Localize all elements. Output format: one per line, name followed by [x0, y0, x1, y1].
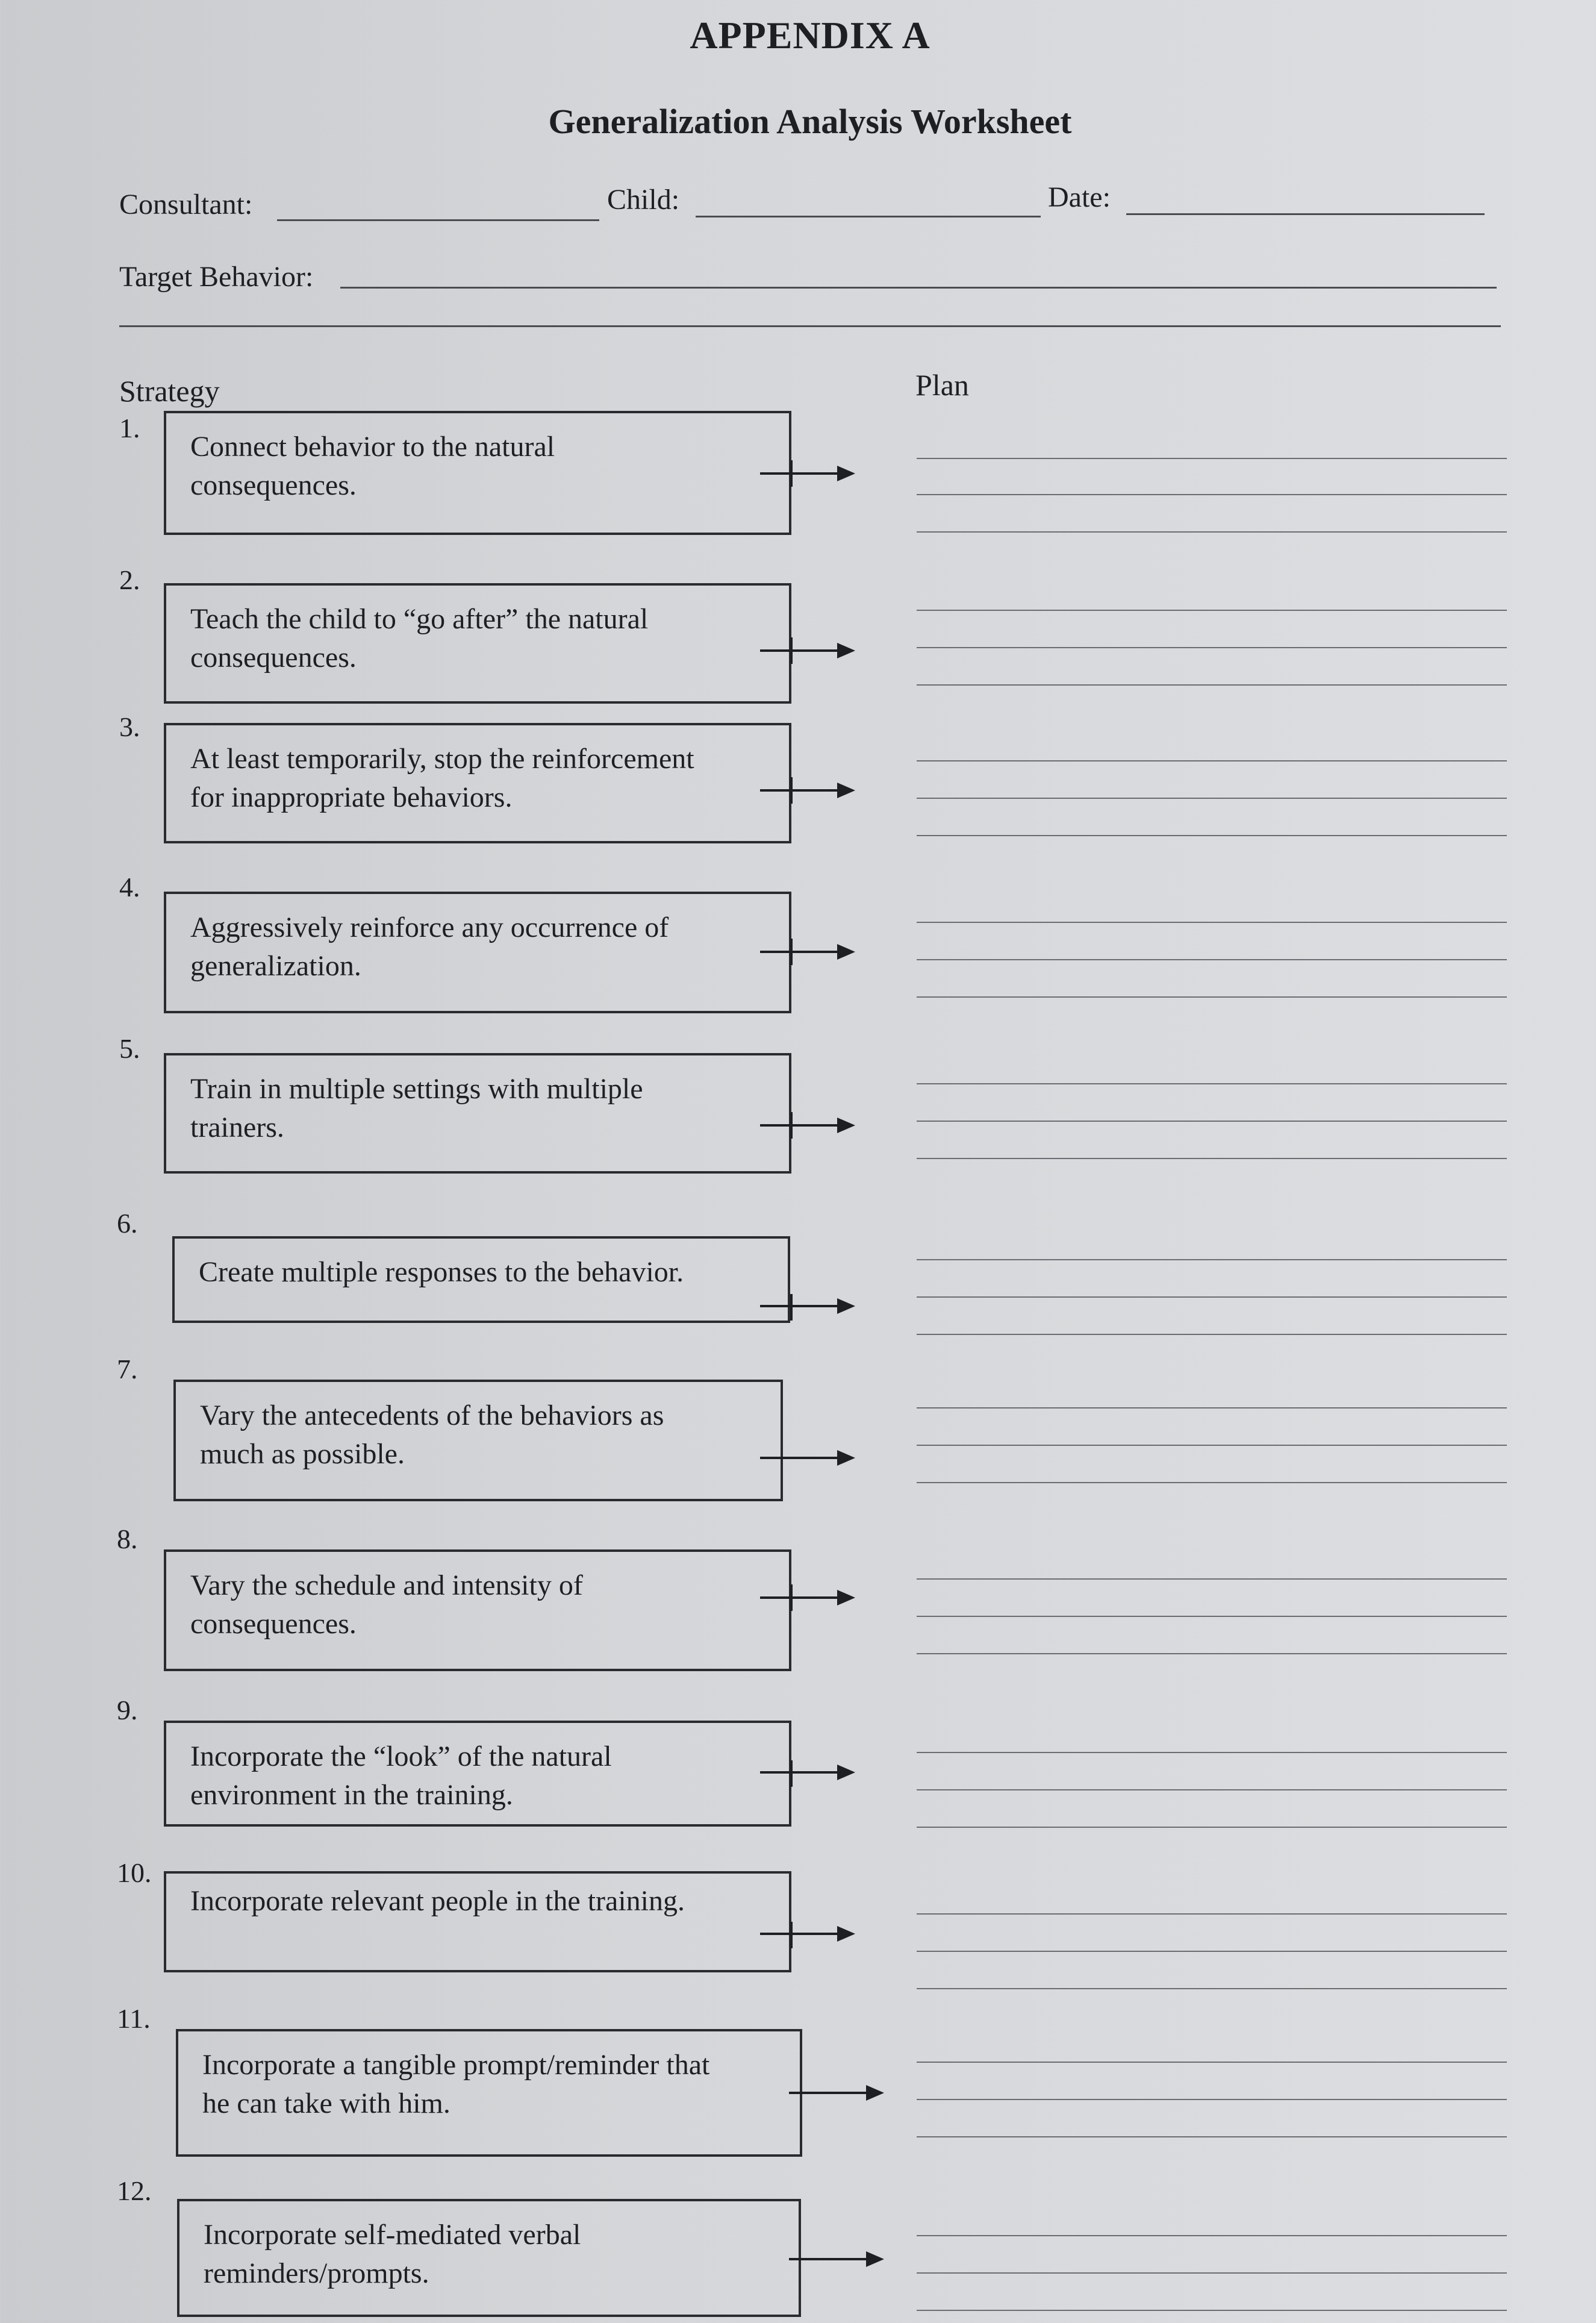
arrow-icon: [837, 1926, 855, 1942]
appendix-heading: APPENDIX A: [690, 14, 930, 57]
plan-line[interactable]: [917, 684, 1507, 686]
plan-line[interactable]: [917, 2062, 1507, 2063]
arrow-line: [760, 1124, 837, 1127]
plan-line[interactable]: [917, 2310, 1507, 2311]
arrow-icon: [837, 1765, 855, 1780]
plan-line[interactable]: [917, 2235, 1507, 2236]
strategy-text-line1: Vary the antecedents of the behaviors as: [200, 1399, 664, 1431]
strategy-box: [177, 2199, 801, 2317]
plan-line[interactable]: [917, 1334, 1507, 1335]
plan-line[interactable]: [917, 494, 1507, 495]
plan-line[interactable]: [917, 1752, 1507, 1753]
arrow-icon: [837, 783, 855, 798]
strategy-number: 6.: [117, 1208, 138, 1239]
strategy-text-line2: he can take with him.: [202, 2087, 450, 2119]
plan-line[interactable]: [917, 1653, 1507, 1654]
plan-line[interactable]: [917, 959, 1507, 960]
plan-line[interactable]: [917, 760, 1507, 761]
arrow-icon: [837, 1118, 855, 1133]
plan-line[interactable]: [917, 2272, 1507, 2274]
strategy-text-line2: environment in the training.: [190, 1779, 513, 1811]
target-behavior-field-line2[interactable]: [119, 325, 1501, 327]
strategy-box: [164, 1053, 791, 1174]
strategy-number: 10.: [117, 1857, 152, 1888]
arrow-line: [760, 789, 837, 792]
arrow-line: [760, 1933, 837, 1935]
strategy-box: [173, 1380, 783, 1501]
arrow-tick: [790, 1760, 793, 1787]
arrow-tick: [790, 1294, 793, 1321]
plan-line[interactable]: [917, 1407, 1507, 1408]
strategy-text-line1: Aggressively reinforce any occurrence of: [190, 911, 669, 943]
plan-line[interactable]: [917, 798, 1507, 799]
strategy-text-line2: trainers.: [190, 1111, 284, 1143]
strategy-column-heading: Strategy: [119, 374, 220, 408]
plan-line[interactable]: [917, 835, 1507, 836]
strategy-text-line1: Teach the child to “go after” the natural: [190, 603, 649, 635]
strategy-text-line1: Create multiple responses to the behavior.: [199, 1256, 684, 1288]
arrow-line: [760, 951, 837, 953]
plan-line[interactable]: [917, 996, 1507, 998]
strategy-number: 11.: [117, 2003, 151, 2034]
strategy-text-line2: much as possible.: [200, 1438, 405, 1470]
plan-line[interactable]: [917, 1578, 1507, 1580]
plan-line[interactable]: [917, 1158, 1507, 1159]
strategy-box: [164, 1549, 791, 1671]
arrow-icon: [837, 466, 855, 481]
strategy-box: [176, 2029, 802, 2157]
plan-line[interactable]: [917, 1259, 1507, 1260]
child-field[interactable]: [696, 216, 1041, 217]
plan-line[interactable]: [917, 1827, 1507, 1828]
strategy-number: 4.: [119, 872, 140, 902]
strategy-text-line1: Vary the schedule and intensity of: [190, 1569, 583, 1601]
plan-line[interactable]: [917, 1988, 1507, 1989]
plan-line[interactable]: [917, 531, 1507, 533]
strategy-text-line2: consequences.: [190, 469, 357, 501]
arrow-icon: [837, 1450, 855, 1466]
arrow-icon: [837, 1298, 855, 1314]
arrow-line: [789, 2092, 866, 2094]
strategy-box: [164, 1721, 791, 1827]
strategy-text-line1: At least temporarily, stop the reinforcement: [190, 743, 694, 775]
strategy-number: 8.: [117, 1524, 138, 1554]
arrow-line: [760, 472, 837, 475]
strategy-text-line2: reminders/prompts.: [204, 2257, 429, 2289]
consultant-field[interactable]: [277, 219, 599, 221]
plan-line[interactable]: [917, 1951, 1507, 1952]
consultant-label: Consultant:: [119, 189, 253, 220]
strategy-number: 2.: [119, 564, 140, 595]
arrow-line: [760, 1457, 837, 1459]
strategy-box: [164, 892, 791, 1013]
plan-line[interactable]: [917, 1121, 1507, 1122]
strategy-text-line1: Incorporate relevant people in the training.: [190, 1885, 685, 1917]
arrow-tick: [790, 1922, 793, 1948]
strategy-text-line2: generalization.: [190, 950, 361, 982]
child-label: Child:: [607, 184, 680, 216]
strategy-box: [164, 1871, 791, 1972]
strategy-box: [164, 723, 791, 843]
strategy-box: [172, 1236, 790, 1323]
target-behavior-field[interactable]: [340, 287, 1497, 289]
plan-column-heading: Plan: [915, 368, 969, 402]
arrow-line: [760, 1305, 837, 1307]
plan-line[interactable]: [917, 1445, 1507, 1446]
arrow-line: [789, 2258, 866, 2260]
strategy-box: [164, 411, 791, 535]
strategy-number: 9.: [117, 1695, 138, 1725]
strategy-text-line2: consequences.: [190, 642, 357, 674]
plan-line[interactable]: [917, 1789, 1507, 1790]
arrow-icon: [837, 1590, 855, 1605]
strategy-text-line1: Incorporate a tangible prompt/reminder that: [202, 2049, 710, 2081]
strategy-text-line2: consequences.: [190, 1608, 357, 1640]
plan-line[interactable]: [917, 1083, 1507, 1084]
plan-line[interactable]: [917, 647, 1507, 648]
strategy-box: [164, 583, 791, 704]
plan-line[interactable]: [917, 2136, 1507, 2137]
worksheet-title: Generalization Analysis Worksheet: [548, 102, 1072, 141]
strategy-text-line1: Incorporate self-mediated verbal: [204, 2219, 581, 2251]
arrow-icon: [866, 2251, 884, 2267]
arrow-icon: [837, 643, 855, 658]
strategy-number: 1.: [119, 413, 140, 443]
plan-line[interactable]: [917, 1296, 1507, 1298]
strategy-number: 3.: [119, 711, 140, 742]
strategy-number: 5.: [119, 1033, 140, 1064]
date-field[interactable]: [1126, 213, 1485, 215]
arrow-icon: [837, 944, 855, 960]
target-behavior-label: Target Behavior:: [119, 261, 314, 293]
plan-line[interactable]: [917, 922, 1507, 923]
plan-line[interactable]: [917, 1482, 1507, 1483]
plan-line[interactable]: [917, 1913, 1507, 1915]
strategy-text-line1: Train in multiple settings with multiple: [190, 1073, 643, 1105]
plan-line[interactable]: [917, 610, 1507, 611]
plan-line[interactable]: [917, 458, 1507, 459]
strategy-text-line2: for inappropriate behaviors.: [190, 781, 513, 813]
date-label: Date:: [1048, 181, 1111, 213]
arrow-icon: [866, 2085, 884, 2101]
plan-line[interactable]: [917, 1616, 1507, 1617]
strategy-number: 7.: [117, 1354, 138, 1384]
arrow-line: [760, 1596, 837, 1599]
arrow-line: [760, 1771, 837, 1774]
strategy-text-line1: Incorporate the “look” of the natural: [190, 1740, 612, 1772]
strategy-number: 12.: [117, 2175, 152, 2206]
strategy-text-line1: Connect behavior to the natural: [190, 431, 555, 463]
arrow-line: [760, 649, 837, 652]
plan-line[interactable]: [917, 2099, 1507, 2100]
